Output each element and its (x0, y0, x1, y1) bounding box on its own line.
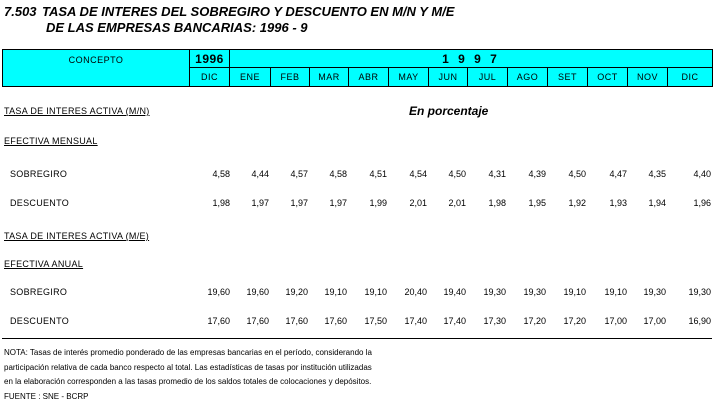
table-cell: 20,40 (404, 287, 427, 297)
table-cell: 17,40 (443, 316, 466, 326)
table-cell: 19,10 (604, 287, 627, 297)
table-cell: 4,54 (409, 169, 427, 179)
table-cell: 17,00 (604, 316, 627, 326)
subsection-mensual: EFECTIVA MENSUAL (4, 136, 98, 146)
table-cell: 1,94 (648, 198, 666, 208)
row-label: SOBREGIRO (10, 287, 68, 297)
table-number: 7.503 (4, 4, 37, 19)
table-cell: 1,99 (369, 198, 387, 208)
table-cell: 1,97 (329, 198, 347, 208)
table-cell: 4,50 (448, 169, 466, 179)
table-row (0, 316, 715, 330)
table-cell: 19,30 (643, 287, 666, 297)
table-cell: 19,30 (483, 287, 506, 297)
table-title (4, 4, 454, 36)
note-line-3: en la elaboración corresponden a las tasas promedio de los saldos totales de colocaciones y depósitos. (4, 377, 372, 386)
table-cell: 19,20 (285, 287, 308, 297)
table-cell: 17,00 (643, 316, 666, 326)
section-mn-title: TASA DE INTERES ACTIVA (M/N) (4, 106, 150, 116)
table-cell: 19,10 (364, 287, 387, 297)
source-line: FUENTE : SNE - BCRP (4, 391, 89, 401)
table-cell: 17,30 (483, 316, 506, 326)
table-cell: 1,95 (528, 198, 546, 208)
table-cell: 17,60 (285, 316, 308, 326)
table-cell: 19,10 (563, 287, 586, 297)
table-cell: 2,01 (448, 198, 466, 208)
table-cell: 4,47 (609, 169, 627, 179)
month-header: SET (548, 68, 588, 87)
month-header: DIC (668, 68, 713, 87)
month-header: ABR (349, 68, 389, 87)
table-cell: 2,01 (409, 198, 427, 208)
table-cell: 4,40 (693, 169, 711, 179)
month-header: ENE (230, 68, 271, 87)
table-cell: 17,60 (246, 316, 269, 326)
table-cell: 4,31 (488, 169, 506, 179)
table-cell: 4,50 (568, 169, 586, 179)
table-cell: 4,44 (251, 169, 269, 179)
month-header: OCT (588, 68, 628, 87)
table-cell: 17,60 (324, 316, 347, 326)
table-row (0, 198, 715, 212)
table-cell: 17,20 (563, 316, 586, 326)
month-header: MAR (310, 68, 349, 87)
table-cell: 17,50 (364, 316, 387, 326)
note-line-2: participación relativa de cada banco respecto al total. Las estadísticas de tasas por institución utilizadas (4, 362, 372, 372)
table-cell: 4,58 (329, 169, 347, 179)
month-header: DIC (190, 68, 230, 87)
table-cell: 4,39 (528, 169, 546, 179)
table-cell: 19,30 (688, 287, 711, 297)
table-cell: 4,35 (648, 169, 666, 179)
table-row (0, 169, 715, 183)
footnote (4, 346, 372, 404)
month-header: NOV (628, 68, 668, 87)
concept-header: CONCEPTO (3, 50, 190, 87)
table-cell: 19,60 (246, 287, 269, 297)
table-cell: 19,30 (523, 287, 546, 297)
row-label: SOBREGIRO (10, 169, 68, 179)
column-header (2, 49, 713, 87)
table-cell: 19,60 (207, 287, 230, 297)
table-cell: 19,10 (324, 287, 347, 297)
table-cell: 17,20 (523, 316, 546, 326)
table-cell: 1,92 (568, 198, 586, 208)
year-1997-header: 1 9 9 7 (230, 50, 713, 68)
table-cell: 16,90 (688, 316, 711, 326)
table-cell: 17,60 (207, 316, 230, 326)
row-label: DESCUENTO (10, 316, 70, 326)
month-header: JUN (429, 68, 468, 87)
table-cell: 4,58 (212, 169, 230, 179)
month-header: AGO (508, 68, 548, 87)
table-cell: 19,40 (443, 287, 466, 297)
title-line-1: TASA DE INTERES DEL SOBREGIRO Y DESCUENTO EN M/N Y M/E (42, 4, 455, 19)
title-line-2: DE LAS EMPRESAS BANCARIAS: 1996 - 9 (46, 20, 308, 35)
month-header: FEB (271, 68, 310, 87)
month-header: MAY (389, 68, 429, 87)
year-1996-header: 1996 (190, 50, 230, 68)
table-cell: 17,40 (404, 316, 427, 326)
section-me-title: TASA DE INTERES ACTIVA (M/E) (4, 231, 150, 241)
note-line-1: NOTA: Tasas de interés promedio ponderado de las empresas bancarias en el período, considerando la (4, 348, 372, 357)
table-cell: 1,96 (693, 198, 711, 208)
table-cell: 1,97 (251, 198, 269, 208)
subsection-anual: EFECTIVA ANUAL (4, 259, 84, 269)
table-cell: 1,97 (290, 198, 308, 208)
table-cell: 1,98 (488, 198, 506, 208)
row-label: DESCUENTO (10, 198, 70, 208)
table-cell: 4,57 (290, 169, 308, 179)
table-row (0, 287, 715, 301)
table-cell: 4,51 (369, 169, 387, 179)
unit-label: En porcentaje (409, 104, 489, 118)
month-header: JUL (468, 68, 508, 87)
table-cell: 1,93 (609, 198, 627, 208)
footer-divider (2, 338, 712, 339)
table-cell: 1,98 (212, 198, 230, 208)
